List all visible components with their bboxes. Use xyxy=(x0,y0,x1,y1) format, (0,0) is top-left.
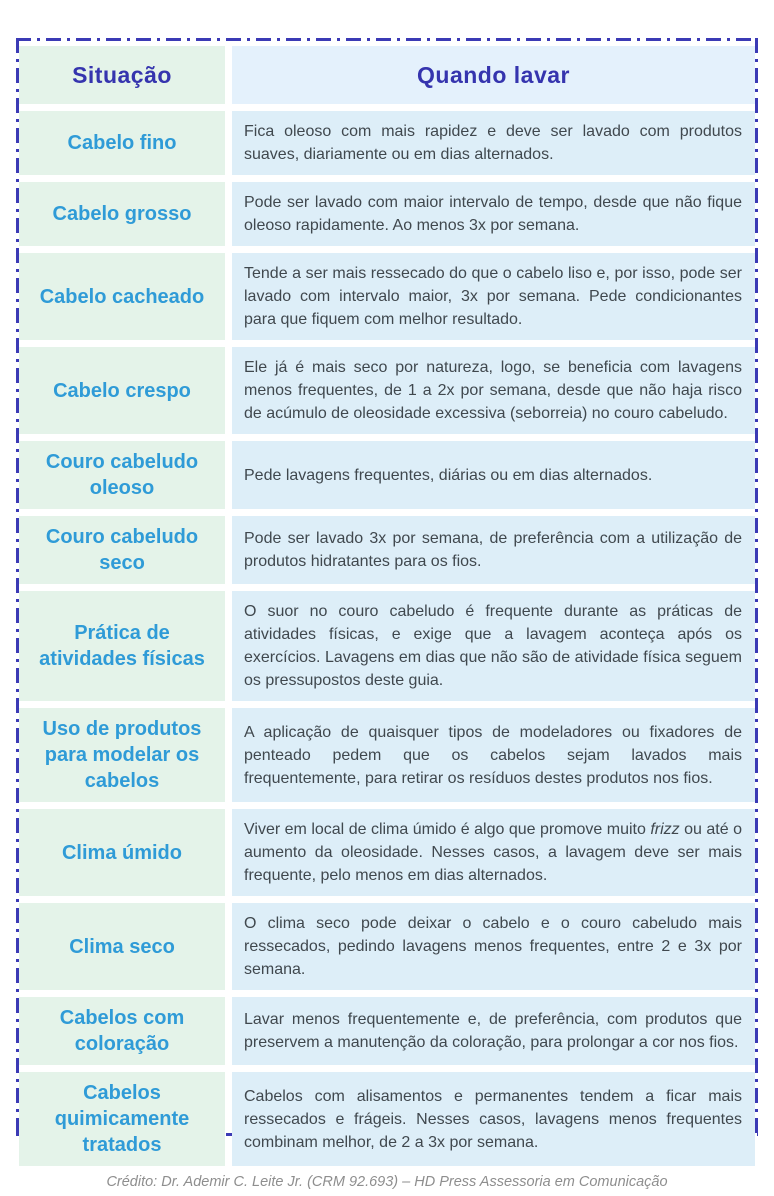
row-label-text: Cabelos com coloração xyxy=(59,1007,185,1055)
row-description xyxy=(232,903,755,990)
row-label-text: Cabelo cacheado xyxy=(39,285,205,308)
row-description-text: O suor no couro cabeludo é frequente durante as práticas de atividades físicas, e exige que a lavagem aconteça após os exercícios. Lavagens em dias que não são de atividade física seguem os pressupostos deste guia. xyxy=(244,603,742,689)
table-row-couro-cabeludo-oleoso xyxy=(19,441,755,509)
row-description-text: O clima seco pode deixar o cabelo e o couro cabeludo mais ressecados, pedindo lavagens menos frequentes, entre 2 e 3x por semana. xyxy=(244,915,742,978)
row-description xyxy=(232,997,755,1065)
row-description-text: Pede lavagens frequentes, diárias ou em dias alternados. xyxy=(244,466,653,484)
row-description xyxy=(232,182,755,246)
row-label xyxy=(19,1072,225,1166)
row-label xyxy=(19,809,225,896)
table-row-cabelos-com-coloracao xyxy=(19,997,755,1065)
row-description xyxy=(232,809,755,896)
column-header-situation xyxy=(19,46,225,104)
hair-wash-guide-table xyxy=(16,38,758,1190)
table-row-clima-seco xyxy=(19,903,755,990)
row-description xyxy=(232,253,755,340)
row-label-text: Cabelos quimicamente tratados xyxy=(54,1082,190,1156)
row-description-text xyxy=(244,818,742,887)
row-description-suffix: ou até o aumento da oleosidade. Nesses casos, a lavagem deve ser mais frequente, pelo menos em dias alternados. xyxy=(244,821,743,884)
row-description-italic-word: frizz xyxy=(650,821,680,838)
row-label xyxy=(19,347,225,434)
row-description-text: Pode ser lavado 3x por semana, de preferência com a utilização de produtos hidratantes para os fios. xyxy=(244,530,742,570)
table-row-clima-umido xyxy=(19,809,755,896)
row-label-text: Cabelo crespo xyxy=(53,379,191,402)
table-header-row xyxy=(19,46,755,104)
table-row-cabelo-cacheado xyxy=(19,253,755,340)
table-row-cabelo-fino xyxy=(19,111,755,175)
column-header-situation-label: Situação xyxy=(72,62,172,88)
row-label xyxy=(19,111,225,175)
table-row-cabelos-quimicamente-tratados xyxy=(19,1072,755,1166)
table-row-cabelo-crespo xyxy=(19,347,755,434)
row-description xyxy=(232,441,755,509)
row-label xyxy=(19,903,225,990)
row-description-text: Cabelos com alisamentos e permanentes tendem a ficar mais ressecados e frágeis. Nesses casos, lavagens menos frequentes combinam melhor, de 2 a 3x por semana. xyxy=(244,1087,742,1151)
row-label-text: Prática de atividades físicas xyxy=(39,622,205,670)
row-label-text: Couro cabeludo oleoso xyxy=(45,451,199,499)
row-description-text: Fica oleoso com mais rapidez e deve ser lavado com produtos suaves, diariamente ou em dias alternados. xyxy=(244,123,742,163)
table-row-pratica-atividades-fisicas xyxy=(19,591,755,701)
table-row-uso-de-produtos xyxy=(19,708,755,802)
row-description-text: A aplicação de quaisquer tipos de modeladores ou fixadores de penteado pedem que os cabelos sejam lavados mais frequentemente, para retirar os resíduos destes produtos nos fios. xyxy=(244,723,742,787)
table-row-couro-cabeludo-seco xyxy=(19,516,755,584)
row-description-text: Lavar menos frequentemente e, de preferência, com produtos que preservem a manutenção da coloração, para prolongar a cor nos fios. xyxy=(244,1011,742,1051)
row-description xyxy=(232,591,755,701)
row-label-text: Clima úmido xyxy=(61,841,182,864)
row-label-text: Cabelo fino xyxy=(67,132,177,154)
row-description xyxy=(232,347,755,434)
row-label-text: Cabelo grosso xyxy=(52,203,192,225)
row-label-text: Clima seco xyxy=(69,935,175,958)
row-description-text: Ele já é mais seco por natureza, logo, se beneficia com lavagens menos frequentes, de 1 a 2x por semana, desde que não haja risco de acúmulo de oleosidade excessiva (seborreia) no couro cabeludo. xyxy=(244,359,742,422)
column-header-when-to-wash xyxy=(232,46,755,104)
row-description-prefix: Viver em local de clima úmido é algo que promove muito xyxy=(244,821,651,838)
row-label-text: Couro cabeludo seco xyxy=(45,526,199,574)
row-label xyxy=(19,516,225,584)
row-label xyxy=(19,253,225,340)
row-label xyxy=(19,441,225,509)
credit-line: Crédito: Dr. Ademir C. Leite Jr. (CRM 92.693) – HD Press Assessoria em Comunicação xyxy=(106,1174,668,1190)
row-description xyxy=(232,1072,755,1166)
row-label-text: Uso de produtos para modelar os cabelos xyxy=(42,718,202,792)
row-label xyxy=(19,708,225,802)
row-description-text: Pode ser lavado com maior intervalo de tempo, desde que não fique oleoso rapidamente. Ao menos 3x por semana. xyxy=(244,194,742,234)
row-description-text: Tende a ser mais ressecado do que o cabelo liso e, por isso, pode ser lavado com intervalo maior, 3x por semana. Pede condicionantes para que fiquem com melhor resultado. xyxy=(244,265,742,328)
row-description xyxy=(232,516,755,584)
row-label xyxy=(19,182,225,246)
row-label xyxy=(19,591,225,701)
table-row-cabelo-grosso xyxy=(19,182,755,246)
row-description xyxy=(232,708,755,802)
row-description xyxy=(232,111,755,175)
row-label xyxy=(19,997,225,1065)
column-header-when-to-wash-label: Quando lavar xyxy=(417,61,570,88)
